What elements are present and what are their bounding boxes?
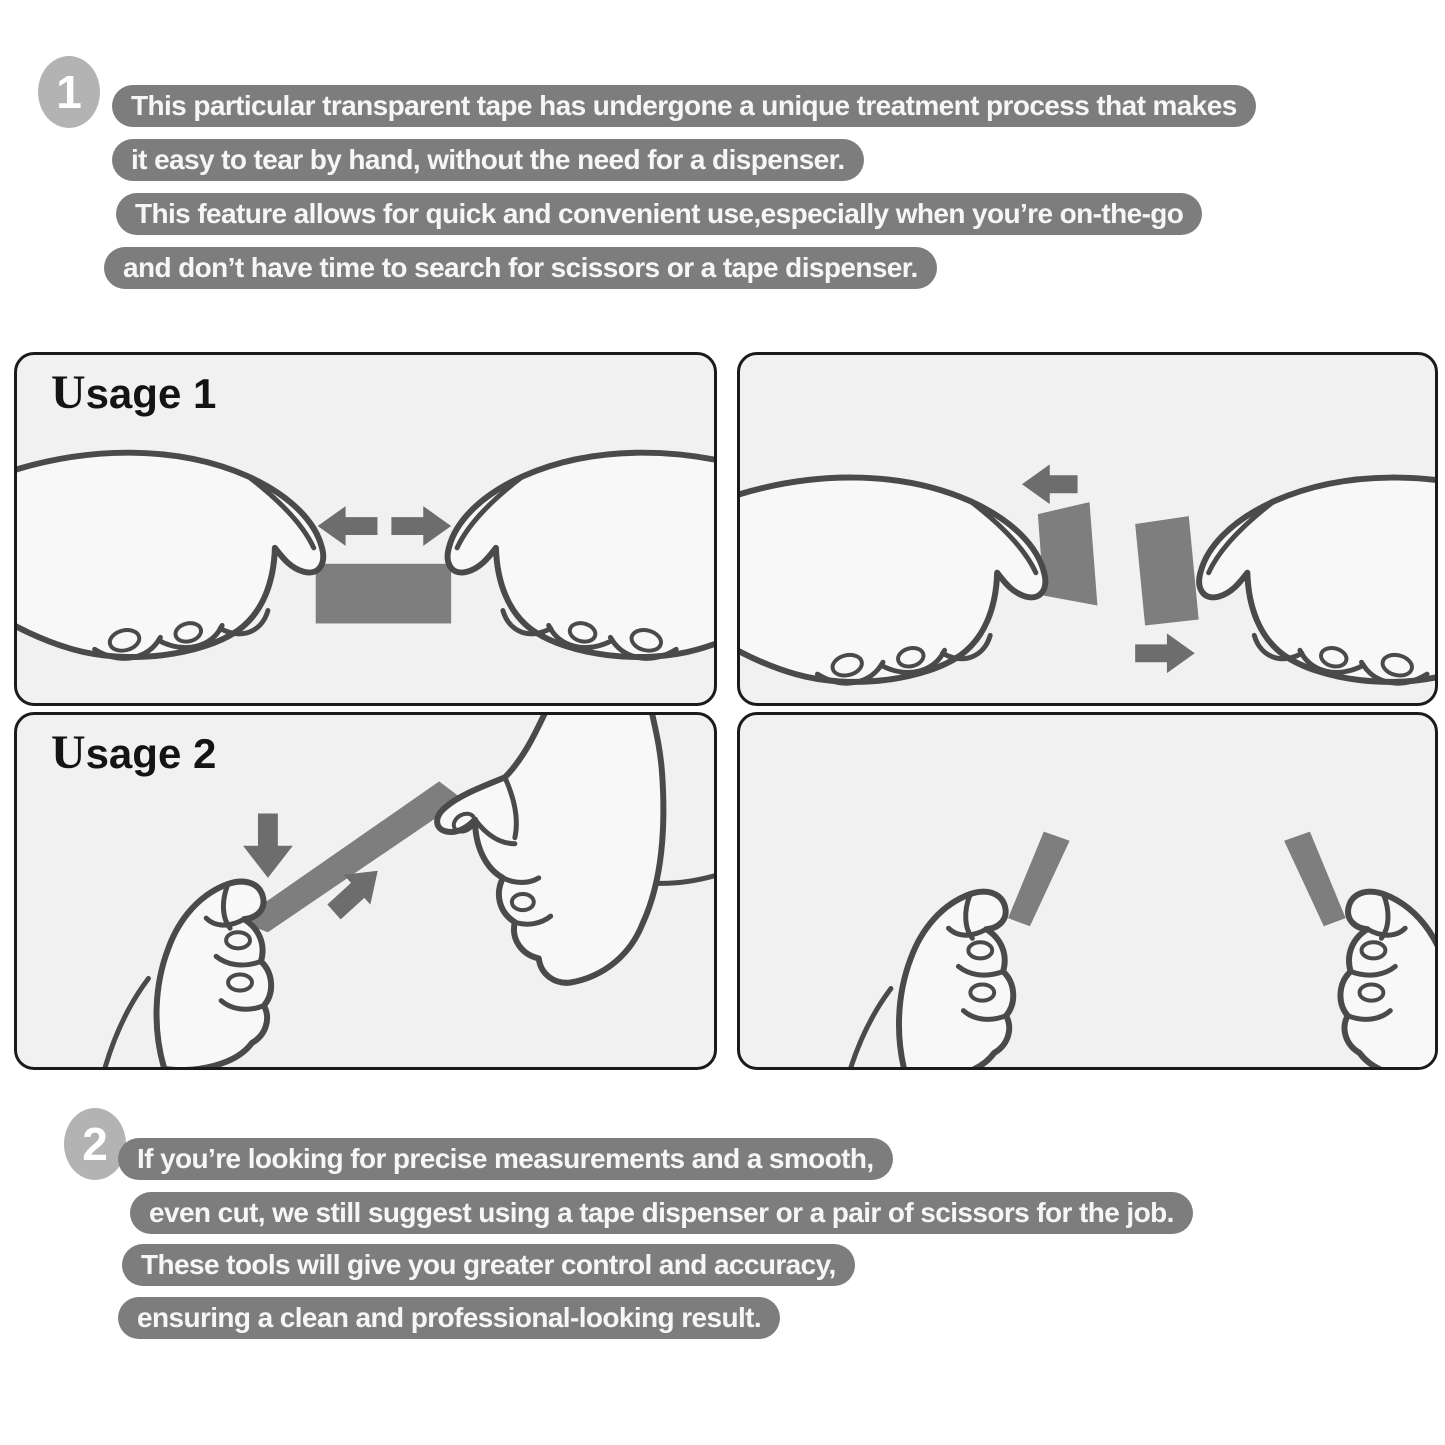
panel-title-usage2: Usage 2 xyxy=(51,726,217,779)
panel-usage2-diagonal-pull xyxy=(14,712,717,1070)
two-fists-torn-pieces-illustration xyxy=(740,715,1435,1067)
right-fist-group xyxy=(1284,832,1435,1067)
pull-left-arrow-icon xyxy=(318,506,378,546)
press-down-arrow-icon xyxy=(243,814,293,878)
tear-right-arrow-icon xyxy=(1135,633,1195,673)
panel-torn-pieces-held xyxy=(737,712,1438,1070)
section2-line-2: even cut, we still suggest using a tape dispenser or a pair of scissors for the job. xyxy=(130,1192,1193,1234)
section1-line-3: This feature allows for quick and convenient use,especially when you’re on-the-go xyxy=(116,193,1202,235)
panel-usage1-pull xyxy=(14,352,717,706)
left-fist-group xyxy=(847,832,1069,1067)
step-2-badge: 2 xyxy=(64,1108,126,1180)
panel-tape-torn xyxy=(737,352,1438,706)
panel-title-usage1: Usage 1 xyxy=(51,366,217,419)
pull-right-arrow-icon xyxy=(391,506,451,546)
section1-line-4: and don’t have time to search for scissors or a tape dispenser. xyxy=(104,247,937,289)
lower-fist xyxy=(105,882,272,1067)
tape-strip xyxy=(316,564,451,624)
left-hand xyxy=(740,478,1045,684)
torn-tape-left-piece xyxy=(1038,502,1098,605)
tear-left-arrow-icon xyxy=(1022,464,1078,504)
section1-line-2: it easy to tear by hand, without the need for a dispenser. xyxy=(112,139,864,181)
section1-line-1: This particular transparent tape has undergone a unique treatment process that makes xyxy=(112,85,1256,127)
tape-torn-apart-illustration xyxy=(740,355,1435,703)
torn-piece-left xyxy=(1008,832,1070,927)
upper-fist xyxy=(437,715,714,983)
torn-tape-right-piece xyxy=(1135,516,1199,625)
right-hand xyxy=(1199,478,1435,684)
section2-line-3: These tools will give you greater control and accuracy, xyxy=(122,1244,855,1286)
left-hand xyxy=(17,453,323,659)
right-hand xyxy=(448,453,714,659)
section2-line-1: If you’re looking for precise measurements and a smooth, xyxy=(118,1138,893,1180)
section2-line-4: ensuring a clean and professional-looking result. xyxy=(118,1297,780,1339)
torn-piece-right xyxy=(1284,832,1346,927)
step-1-badge: 1 xyxy=(38,56,100,128)
